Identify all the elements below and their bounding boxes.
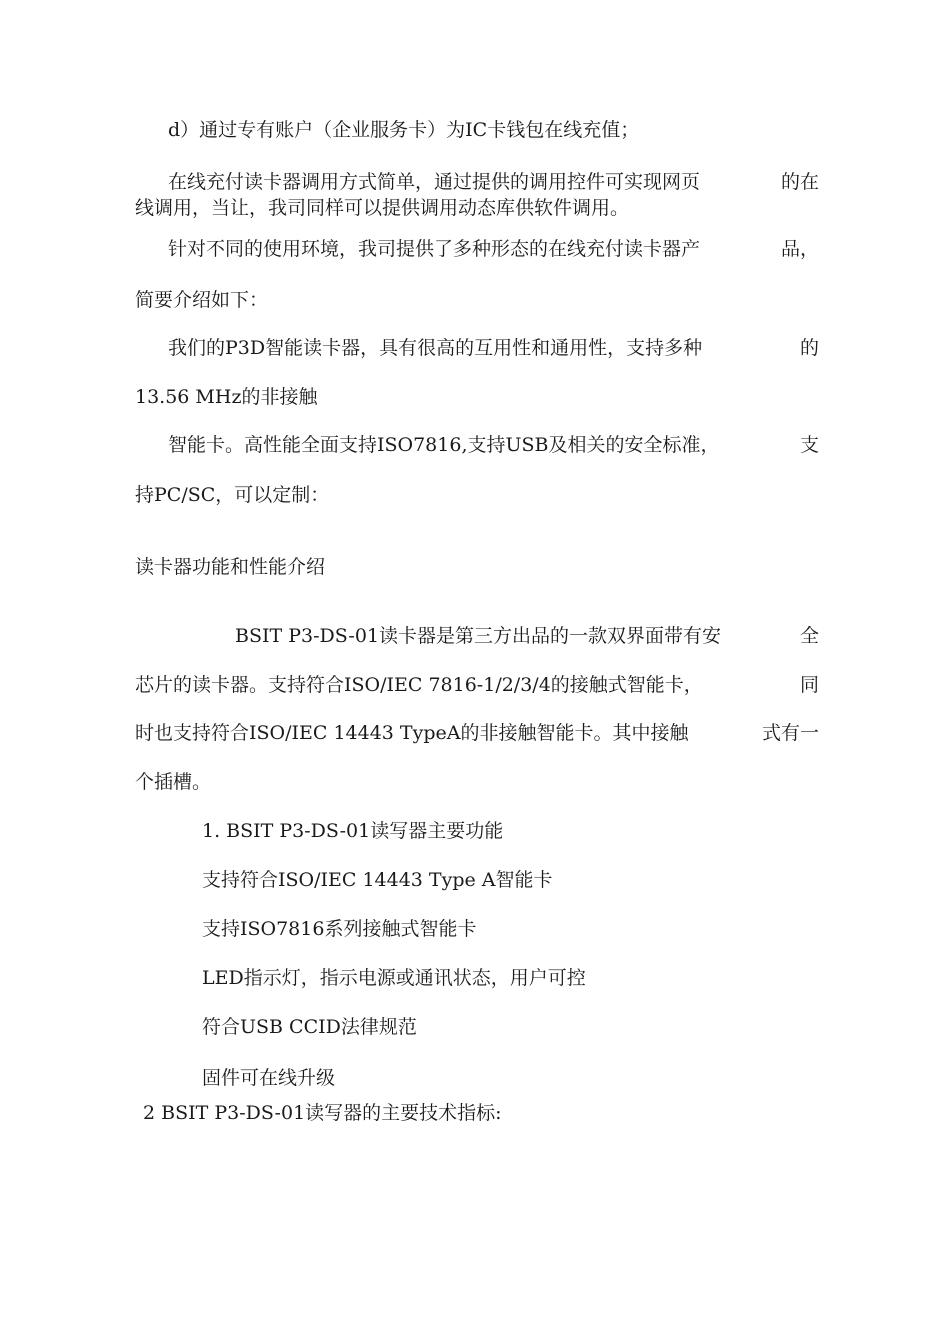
paragraph-product-forms-line2: 简要介绍如下： [135, 289, 269, 311]
text-segment: 全 [799, 625, 819, 647]
paragraph-call-method-line2: 线调用，当让，我司同样可以提供调用动态库供软件调用。 [135, 197, 630, 219]
list-item: 固件可在线升级 [202, 1067, 336, 1089]
list-item: 支持ISO7816系列接触式智能卡 [202, 918, 477, 940]
list-item: 符合USB CCID法律规范 [202, 1016, 417, 1038]
text-segment: 品， [780, 238, 819, 260]
text-segment: 支 [799, 434, 819, 456]
paragraph-reader-intro-line4: 个插槽。 [135, 771, 212, 793]
section-heading: 读卡器功能和性能介绍 [135, 556, 326, 578]
paragraph-smartcard-standards-line2: 持PC/SC，可以定制： [135, 484, 330, 506]
list-item: 支持符合ISO/IEC 14443 Type A智能卡 [202, 869, 553, 891]
text-segment: 时也支持符合ISO/IEC 14443 TypeA的非接触智能卡。其中接触 [135, 722, 689, 744]
paragraph-reader-intro-line3 [135, 721, 819, 745]
text-segment: 我们的P3D智能读卡器，具有很高的互用性和通用性，支持多种 [168, 337, 703, 359]
list-item: LED指示灯，指示电源或通讯状态，用户可控 [202, 967, 586, 989]
text-segment: 式有一 [761, 722, 819, 744]
paragraph-p3d-reader-line2: 13.56 MHz的非接触 [135, 386, 318, 408]
paragraph-smartcard-standards-line1 [168, 433, 819, 457]
section1-title: 1. BSIT P3-DS-01读写器主要功能 [202, 820, 504, 842]
paragraph-product-forms-line1 [168, 237, 819, 261]
paragraph-reader-intro-line2 [135, 673, 819, 697]
text-segment: 芯片的读卡器。支持符合ISO/IEC 7816-1/2/3/4的接触式智能卡， [135, 674, 703, 696]
paragraph-p3d-reader-line1 [168, 336, 819, 360]
paragraph-reader-intro-line1 [235, 624, 819, 648]
text-segment: 智能卡。高性能全面支持ISO7816,支持USB及相关的安全标准， [168, 434, 720, 456]
paragraph-recharge-method: d）通过专有账户（企业服务卡）为IC卡钱包在线充值； [168, 119, 640, 141]
text-segment: 在线充付读卡器调用方式简单，通过提供的调用控件可实现网页 [168, 171, 701, 193]
text-segment: 针对不同的使用环境，我司提供了多种形态的在线充付读卡器产 [168, 238, 701, 260]
paragraph-call-method-line1 [168, 170, 819, 194]
text-segment: 同 [799, 674, 819, 696]
text-segment: 的在 [780, 171, 819, 193]
text-segment: 的 [799, 337, 819, 359]
text-segment: BSIT P3-DS-01读卡器是第三方出品的一款双界面带有安 [235, 625, 722, 647]
section2-title: 2 BSIT P3-DS-01读写器的主要技术指标: [143, 1102, 502, 1124]
